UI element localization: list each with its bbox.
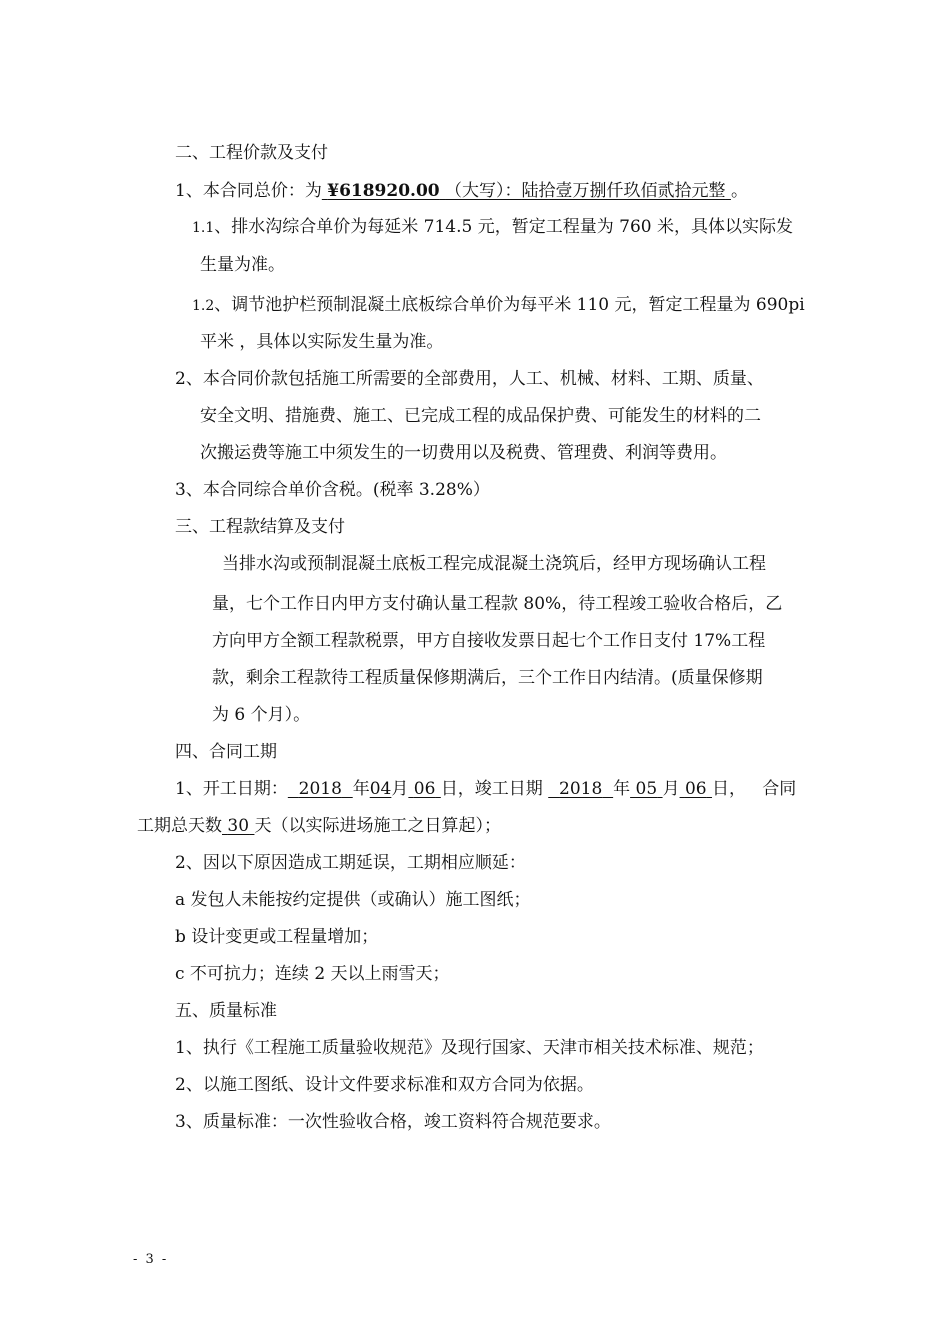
contract-total-amount-block xyxy=(322,181,731,201)
start-year-unit: 年 xyxy=(352,779,370,799)
page-number: - 3 - xyxy=(133,1252,169,1267)
end-day-unit: 日， xyxy=(712,779,747,799)
item-2-line3: 次搬运费等施工中须发生的一切费用以及税费、管理费、利润等费用。 xyxy=(200,443,727,463)
total-days-field xyxy=(222,816,254,836)
start-day-field xyxy=(408,779,440,799)
end-month: 05 xyxy=(635,779,658,799)
contract-total-upper-label: （大写）： xyxy=(445,181,522,201)
start-day-unit: 日，竣工日期 xyxy=(440,779,543,799)
settlement-line-2: 量，七个工作日内甲方支付确认量工程款 80%，待工程竣工验收合格后，乙 xyxy=(212,594,783,614)
delay-item-2: 2、因以下原因造成工期延误，工期相应顺延： xyxy=(175,853,526,873)
contract-total-line xyxy=(175,180,748,202)
item-2-line1: 2、本合同价款包括施工所需要的全部费用，人工、机械、材料、工期、质量、 xyxy=(175,369,764,389)
delay-reason-c: c 不可抗力；连续 2 天以上雨雪天； xyxy=(175,964,450,984)
total-days-line xyxy=(137,815,501,837)
item-1-2-number: 1.2 xyxy=(192,298,215,314)
item-1-1-line2: 生量为准。 xyxy=(200,255,285,275)
work-period-line xyxy=(175,778,796,800)
section3-heading: 三、工程款结算及支付 xyxy=(175,517,345,537)
start-month-unit: 月 xyxy=(391,779,409,799)
settlement-line-5: 为 6 个月）。 xyxy=(212,705,311,725)
quality-item-3: 3、质量标准：一次性验收合格，竣工资料符合规范要求。 xyxy=(175,1112,611,1132)
work-period-tail: 合同 xyxy=(762,779,797,799)
section2-heading: 二、工程价款及支付 xyxy=(175,143,328,163)
section4-heading: 四、合同工期 xyxy=(175,742,277,762)
settlement-line-1: 当排水沟或预制混凝土底板工程完成混凝土浇筑后，经甲方现场确认工程 xyxy=(222,554,766,574)
total-days: 30 xyxy=(227,816,250,836)
delay-reason-a: a 发包人未能按约定提供（或确认）施工图纸； xyxy=(175,890,531,910)
start-month-field xyxy=(370,779,392,799)
item-2-line2: 安全文明、措施费、施工、已完成工程的成品保护费、可能发生的材料的二 xyxy=(200,406,761,426)
end-month-field xyxy=(630,779,662,799)
start-year-field xyxy=(288,779,353,799)
section5-heading: 五、质量标准 xyxy=(175,1001,277,1021)
contract-total-prefix: 1、本合同总价：为 xyxy=(175,181,322,201)
settlement-line-4: 款，剩余工程款待工程质量保修期满后，三个工作日内结清。(质量保修期 xyxy=(212,668,763,688)
end-month-unit: 月 xyxy=(662,779,680,799)
contract-total-amount: ¥618920.00 xyxy=(327,181,440,201)
delay-reason-b: b 设计变更或工程量增加； xyxy=(175,927,379,947)
item-1-1-line1 xyxy=(192,216,793,239)
start-year: 2018 xyxy=(298,779,342,799)
total-days-prefix: 工期总天数 xyxy=(137,816,222,836)
item-1-2-line2: 平米 ，具体以实际发生量为准。 xyxy=(200,332,444,352)
start-month: 04 xyxy=(369,779,392,799)
item-1-2-text: 、调节池护栏预制混凝土底板综合单价为每平米 110 元，暂定工程量为 690pi xyxy=(214,295,805,315)
quality-item-1: 1、执行《工程施工质量验收规范》及现行国家、天津市相关技术标准、规范； xyxy=(175,1038,764,1058)
end-year-field xyxy=(548,779,613,799)
quality-item-2: 2、以施工图纸、设计文件要求标准和双方合同为依据。 xyxy=(175,1075,594,1095)
end-year-unit: 年 xyxy=(613,779,631,799)
contract-total-end: 。 xyxy=(730,181,748,201)
end-day-field xyxy=(680,779,712,799)
item-1-1-number: 1.1 xyxy=(192,220,215,236)
settlement-line-3: 方向甲方全额工程款税票，甲方自接收发票日起七个工作日支付 17%工程 xyxy=(212,631,766,651)
contract-total-upper: 陆拾壹万捌仟玖佰贰拾元整 xyxy=(521,181,726,201)
end-year: 2018 xyxy=(559,779,603,799)
total-days-suffix: 天（以实际进场施工之日算起）； xyxy=(254,816,501,836)
start-date-label: 1、开工日期： xyxy=(175,779,288,799)
item-3: 3、本合同综合单价含税。(税率 3.28%） xyxy=(175,480,490,500)
start-day: 06 xyxy=(413,779,436,799)
item-1-2-line1 xyxy=(192,294,805,317)
item-1-1-text: 、排水沟综合单价为每延米 714.5 元，暂定工程量为 760 米，具体以实际发 xyxy=(214,217,793,237)
end-day: 06 xyxy=(684,779,707,799)
